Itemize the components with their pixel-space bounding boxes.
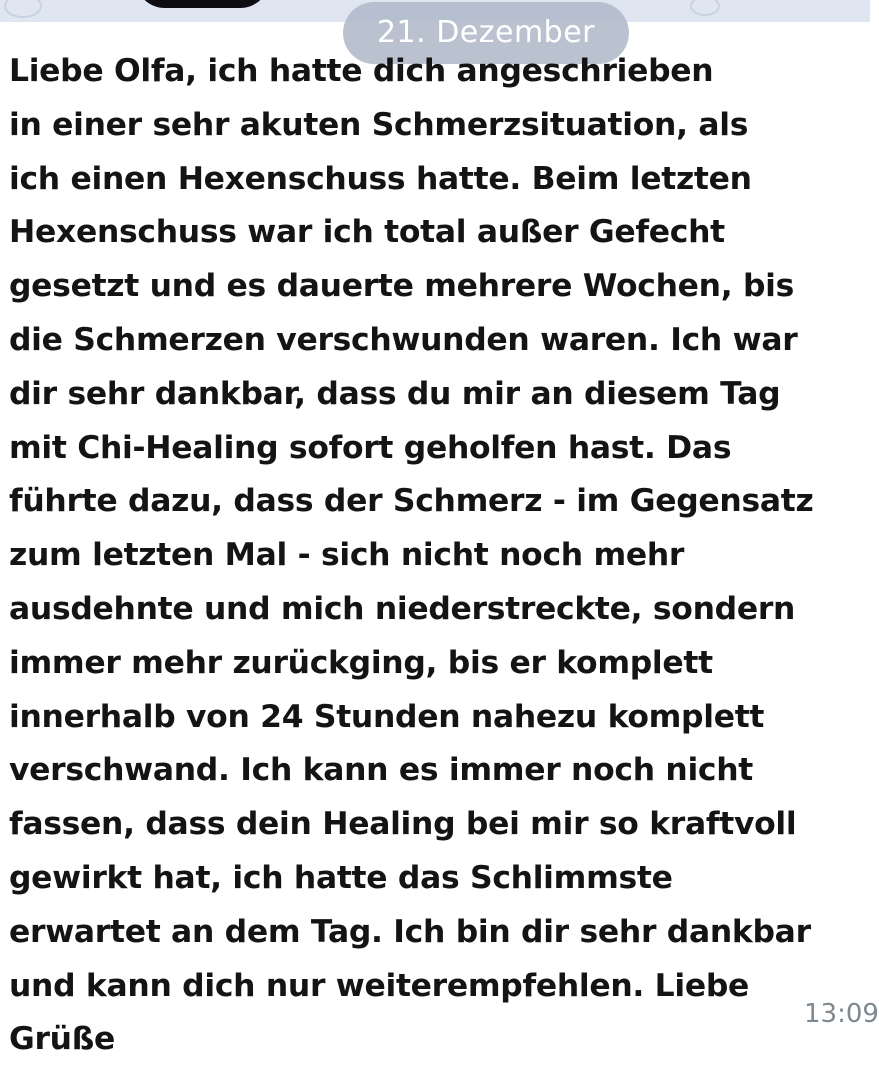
message-line: führte dazu, dass der Schmerz - im Gegensatz: [9, 483, 814, 520]
message-line: Liebe Olfa, ich hatte dich angeschrieben: [9, 53, 714, 89]
message-line: zum letzten Mal - sich nicht noch mehr: [9, 537, 685, 574]
message-line: und kann dich nur weiterempfehlen. Liebe: [9, 967, 750, 1004]
message-text: [9, 45, 870, 1067]
wallpaper-shape: [135, 0, 270, 8]
message-line: Hexenschuss war ich total außer Gefecht: [9, 214, 725, 251]
message-line: die Schmerzen verschwunden waren. Ich war: [9, 321, 798, 358]
date-separator: 21. Dezember: [343, 2, 629, 64]
message-line: mit Chi-Healing sofort geholfen hast. Das: [9, 429, 732, 466]
message-line: gesetzt und es dauerte mehrere Wochen, bis: [9, 268, 794, 305]
message-line: ausdehnte und mich niederstreckte, sondern: [9, 590, 796, 627]
message-line: Grüße: [9, 1021, 116, 1058]
message-line: fassen, dass dein Healing bei mir so kraftvoll: [9, 806, 797, 843]
wallpaper-doodle: [690, 0, 720, 16]
message-line: innerhalb von 24 Stunden nahezu komplett: [9, 698, 765, 735]
message-timestamp: 13:09: [804, 999, 879, 1029]
message-line: in einer sehr akuten Schmerzsituation, als: [9, 106, 749, 143]
message-line: ich einen Hexenschuss hatte. Beim letzten: [9, 160, 752, 197]
message-line: verschwand. Ich kann es immer noch nicht: [9, 752, 754, 789]
message-line: immer mehr zurückging, bis er komplett: [9, 644, 713, 681]
message-line: dir sehr dankbar, dass du mir an diesem Tag: [9, 375, 781, 412]
message-line: erwartet an dem Tag. Ich bin dir sehr dankbar: [9, 913, 811, 950]
message-line: gewirkt hat, ich hatte das Schlimmste: [9, 859, 673, 896]
wallpaper-doodle: [4, 0, 42, 18]
